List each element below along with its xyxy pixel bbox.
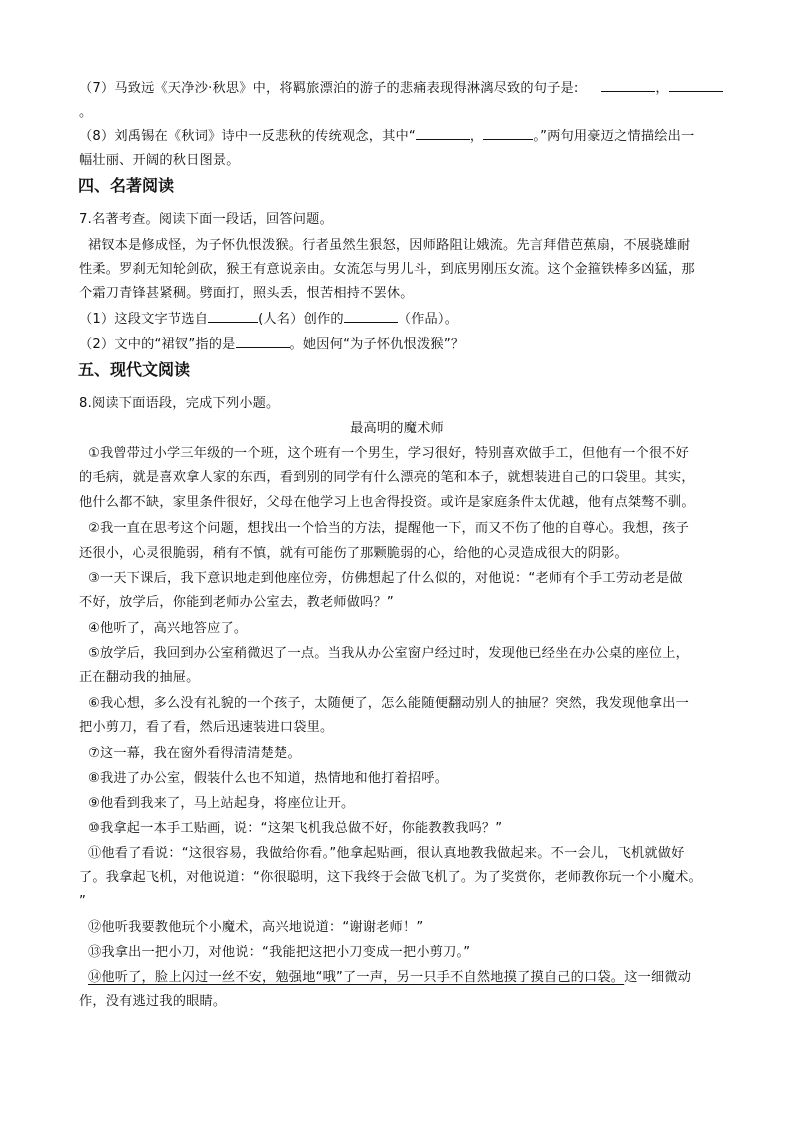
- question-intro: 7.名著考查。阅读下面一段话，回答问题。: [79, 212, 333, 227]
- paragraph-line: 了。我拿起飞机，对他说道：“你很聪明，这下我终于会做飞机了。为了奖赏你，老师教你玩一个小魔术。: [79, 870, 702, 885]
- paragraph-line: ”: [79, 894, 87, 909]
- sub-question-1: （1）这段文字节选自 (人名）创作的 （作品）。: [79, 309, 719, 331]
- answer-blank[interactable]: [208, 309, 258, 323]
- paragraph-line: 还很小，心灵很脆弱，稍有不慎，就有可能伤了那颗脆弱的心，给他的心灵造成很大的阴影。: [79, 546, 628, 561]
- answer-blank[interactable]: [344, 309, 398, 323]
- question-7-end: 。: [79, 105, 93, 120]
- paragraph-line: ⑪他看了看说：“这很容易，我做给你看。”他拿起贴画，很认真地教我做起来。不一会儿，飞机就做好: [88, 846, 685, 861]
- paragraph-line: ②我一直在思考这个问题，想找出一个恰当的方法，提醒他一下，而又不伤了他的自尊心。我想，孩子: [88, 521, 690, 536]
- poem-passage-line: 裙钗本是修成怪，为子怀仇恨泼猴。行者虽然生狠怒，因师路阻让娥流。先言拜借芭蕉扇，不展骁雄耐: [88, 238, 691, 253]
- section-heading-4: 四、名著阅读: [78, 176, 175, 195]
- paragraph-line: 的毛病，就是喜欢拿人家的东西，看到别的同学有什么漂亮的笔和本子，就想装进自己的口袋里。其实，: [79, 470, 695, 485]
- paragraph-line: ①我曾带过小学三年级的一个班，这个班有一个男生，学习很好，特别喜欢做手工，但他有一个很不好: [88, 446, 690, 461]
- paragraph-line: 把小剪刀，看了看，然后迅速装进口袋里。: [79, 720, 334, 735]
- paragraph-line: ④他听了，高兴地答应了。: [88, 621, 248, 636]
- article-title: 最高明的魔术师: [350, 421, 444, 436]
- question-intro: 8.阅读下面语段，完成下列小题。: [79, 396, 280, 411]
- paragraph-line: 他什么都不缺，家里条件很好，父母在他学习上也舍得投资。或许是家庭条件太优越，他有点桀骜不驯。: [79, 495, 695, 510]
- answer-blank[interactable]: [483, 126, 533, 140]
- poem-passage-line: 性柔。罗刹无知轮剑砍，猴王有意说亲由。女流怎与男儿斗，到底男刚压女流。这个金箍铁棒多凶猛，那: [79, 262, 695, 277]
- paragraph-line: ⑦这一幕，我在窗外看得清清楚楚。: [88, 746, 301, 761]
- underlined-sentence: ⑭他听了，脸上闪过一丝不安，勉强地“哦”了一声，另一只手不自然地摸了摸自己的口袋。: [88, 970, 625, 985]
- poem-passage-line: 个霜刀青锋甚紧稠。劈面打，照头丢，恨苦相持不罢休。: [79, 286, 414, 301]
- paragraph-line: ⑭他听了，脸上闪过一丝不安，勉强地“哦”了一声，另一只手不自然地摸了摸自己的口袋。这一细微动: [88, 970, 692, 985]
- question-8-line-2: 幅壮丽、开阔的秋日图景。: [79, 153, 240, 168]
- section-heading-5: 五、现代文阅读: [78, 360, 191, 379]
- answer-blank[interactable]: [601, 78, 655, 92]
- paragraph-line: ⑫他听我要教他玩个小魔术，高兴地说道：“谢谢老师！”: [88, 920, 424, 935]
- answer-blank[interactable]: [669, 78, 723, 92]
- paragraph-line: 作，没有逃过我的眼睛。: [79, 994, 227, 1009]
- paragraph-line: ⑬我拿出一把小刀，对他说：“我能把这把小刀变成一把小剪刀。”: [88, 945, 471, 960]
- question-7-line: （7）马致远《天净沙·秋思》中，将羁旅漂泊的游子的悲痛表现得淋漓尽致的句子是: ，: [79, 78, 719, 100]
- answer-blank[interactable]: [236, 334, 290, 348]
- paragraph-line: ③一天下课后，我下意识地走到他座位旁，仿佛想起了什么似的，对他说：“老师有个手工劳动老是做: [88, 571, 683, 586]
- paragraph-line: 不好，放学后，你能到老师办公室去，教老师做吗？”: [79, 595, 394, 610]
- answer-blank[interactable]: [416, 126, 470, 140]
- paragraph-line: ⑧我进了办公室，假装什么也不知道，热情地和他打着招呼。: [88, 771, 449, 786]
- paragraph-line: 正在翻动我的抽屉。: [79, 670, 200, 685]
- paragraph-line: ⑨他看到我来了，马上站起身，将座位让开。: [88, 796, 355, 811]
- paragraph-line: ⑩我拿起一本手工贴画，说：“这架飞机我总做不好，你能教教我吗？”: [88, 821, 503, 836]
- question-8-line: （8）刘禹锡在《秋词》诗中一反悲秋的传统观念，其中“ ， 。”两句用豪迈之情描绘出一: [79, 126, 719, 148]
- paragraph-line: ⑤放学后，我回到办公室稍微迟了一点。当我从办公室窗户经过时，发现他已经坐在办公桌的座位上，: [88, 646, 690, 661]
- sub-question-2: （2）文中的“裙钗”指的是 。她因何“为子怀仇恨泼猴”？: [79, 334, 719, 356]
- paragraph-line: ⑥我心想，多么没有礼貌的一个孩子，太随便了，怎么能随便翻动别人的抽屉？突然，我发现他拿出一: [88, 696, 690, 711]
